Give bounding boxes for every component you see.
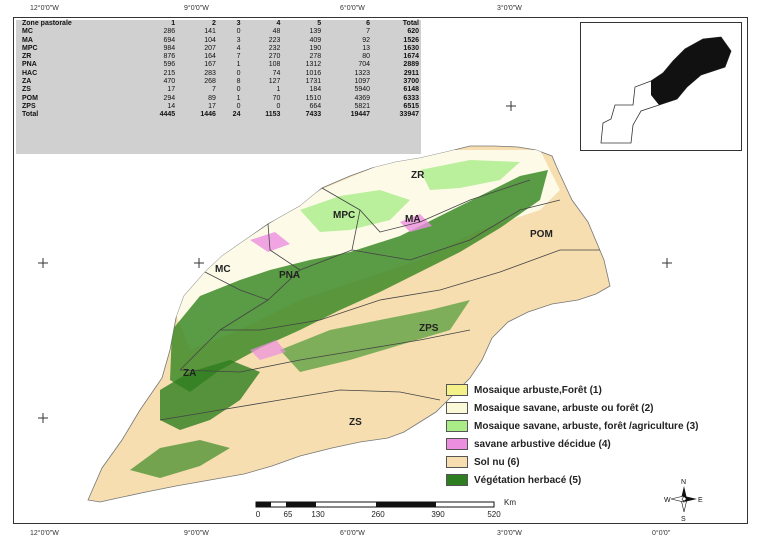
zone-name-cell: POM <box>22 94 38 102</box>
table-cell: 92 <box>362 36 371 44</box>
zone-name-cell: MC <box>22 28 33 36</box>
table-cell: 294 <box>163 94 176 102</box>
table-cell: 1526 <box>403 36 419 44</box>
bottom-coord-label: 3°0'0"W <box>497 530 522 537</box>
table-cell: 1630 <box>403 44 419 52</box>
inset-map <box>580 22 742 151</box>
east-label: E <box>698 497 703 504</box>
bottom-coord-label: 6°0'0"W <box>340 530 365 537</box>
table-cell: 215 <box>163 69 176 77</box>
table-cell: 127 <box>268 78 281 86</box>
table-cell: 7 <box>366 28 371 36</box>
table-cell: 0 <box>236 69 241 77</box>
table-cell: 17 <box>167 86 176 94</box>
legend-item <box>446 435 746 453</box>
west-label: W <box>664 497 671 504</box>
zone-label-mpc: MPC <box>333 210 356 221</box>
top-coord-label: 3°0'0"W <box>497 5 522 12</box>
table-cell: 6515 <box>403 102 419 110</box>
table-cell: 3 <box>236 36 241 44</box>
legend-label: Mosaique savane, arbuste, forêt /agriculture (3) <box>474 420 699 432</box>
zone-label-mc: MC <box>215 264 231 275</box>
table-header-cell: 5 <box>317 20 322 27</box>
table-header-cell: 2 <box>212 20 216 27</box>
zone-statistics-table <box>16 20 421 154</box>
scale-tick-label: 0 <box>255 510 261 519</box>
table-row <box>16 28 421 36</box>
zone-label-za: ZA <box>183 368 197 379</box>
zone-label-zs: ZS <box>349 417 362 428</box>
zone-name-cell: ZA <box>22 78 32 86</box>
zone-name-cell: HAC <box>22 69 38 77</box>
table-cell: 184 <box>309 86 322 94</box>
table-cell: 984 <box>163 44 176 52</box>
table-cell: 694 <box>163 36 176 44</box>
table-cell: 8 <box>236 78 241 86</box>
table-cell: 89 <box>208 94 216 102</box>
table-cell: 1323 <box>354 69 371 77</box>
table-row <box>16 78 421 86</box>
zone-name-cell: ZS <box>22 86 31 94</box>
zone-label-ma: MA <box>405 214 421 225</box>
scale-tick-label: 130 <box>311 510 325 519</box>
table-cell: 1016 <box>305 69 322 77</box>
table-cell: 80 <box>362 53 371 61</box>
table-cell: 4369 <box>354 94 371 102</box>
table-header-cell: Total <box>402 20 419 27</box>
table-cell: 33947 <box>399 111 419 119</box>
table-cell: 664 <box>309 102 322 110</box>
table-cell: 1 <box>236 94 241 102</box>
legend-swatch <box>446 420 468 432</box>
table-cell: 108 <box>268 61 281 69</box>
table-cell: 1446 <box>200 111 216 119</box>
zone-label-pna: PNA <box>279 270 301 281</box>
inset-morocco-highlight <box>651 37 731 105</box>
zone-label-zr: ZR <box>411 170 425 181</box>
zone-label-zps: ZPS <box>419 323 439 334</box>
table-cell: 70 <box>272 94 281 102</box>
table-cell: 17 <box>208 102 216 110</box>
table-row <box>16 53 421 61</box>
table-cell: 141 <box>204 28 216 36</box>
table-cell: 7 <box>236 53 241 61</box>
table-cell: 1731 <box>305 78 322 86</box>
table-cell: 24 <box>232 111 241 119</box>
scale-tick-label: 260 <box>371 510 385 519</box>
north-arrow <box>666 476 702 522</box>
legend-swatch <box>446 438 468 450</box>
table-cell: 1 <box>276 86 281 94</box>
top-coord-label: 9°0'0"W <box>184 5 209 12</box>
table-cell: 1510 <box>305 94 322 102</box>
table-cell: 167 <box>204 61 216 69</box>
table-cell: 223 <box>268 36 281 44</box>
table-row <box>16 70 421 78</box>
zone-name-cell: MPC <box>22 44 38 52</box>
table-cell: 1312 <box>305 61 322 69</box>
table-cell: 4 <box>236 44 241 52</box>
table-cell: 286 <box>163 28 176 36</box>
table-cell: 268 <box>204 78 216 86</box>
top-coord-label: 12°0'0"W <box>30 5 59 12</box>
table-row <box>16 37 421 45</box>
legend-label: Mosaique savane, arbuste ou forêt (2) <box>474 402 654 414</box>
table-row <box>16 45 421 53</box>
table-cell: 139 <box>309 28 322 36</box>
legend-label: Végétation herbacé (5) <box>474 474 582 486</box>
table-cell: 470 <box>163 78 176 86</box>
table-cell: 0 <box>236 102 241 110</box>
table-cell: 0 <box>276 102 281 110</box>
zone-name-cell: PNA <box>22 61 37 69</box>
zone-name-cell: ZR <box>22 53 32 61</box>
south-label: S <box>681 516 686 523</box>
table-cell: 596 <box>163 61 176 69</box>
table-cell: 6333 <box>403 94 419 102</box>
zone-name-cell: MA <box>22 36 33 44</box>
table-cell: 2911 <box>403 69 419 77</box>
table-header-cell: 6 <box>366 20 371 27</box>
scale-tick-label: 65 <box>283 510 293 519</box>
scale-bar-graphic <box>256 500 496 510</box>
north-label: N <box>681 479 687 486</box>
table-cell: 164 <box>204 53 216 61</box>
table-header-cell: 3 <box>236 20 241 27</box>
legend-item <box>446 381 746 399</box>
legend-item <box>446 453 746 471</box>
legend-swatch <box>446 384 468 396</box>
table-cell: 620 <box>407 28 419 36</box>
table-cell: 0 <box>236 28 241 36</box>
table-cell: 19447 <box>350 111 371 119</box>
table-row <box>16 103 421 111</box>
bottom-coord-label: 0°0'0" <box>652 530 671 537</box>
legend-item <box>446 399 746 417</box>
map-legend <box>446 381 746 489</box>
table-cell: 876 <box>163 53 176 61</box>
table-cell: 13 <box>362 44 371 52</box>
legend-item <box>446 417 746 435</box>
legend-label: savane arbustive décidue (4) <box>474 438 611 450</box>
table-cell: 5821 <box>354 102 371 110</box>
table-cell: 104 <box>204 36 216 44</box>
table-header-cell: Zone pastorale <box>22 20 72 27</box>
table-cell: 0 <box>236 86 241 94</box>
table-cell: 7433 <box>305 111 322 119</box>
scale-tick-label: 520 <box>487 510 501 519</box>
legend-label: Mosaique arbuste,Forêt (1) <box>474 384 602 396</box>
table-cell: 278 <box>309 53 322 61</box>
table-cell: 283 <box>204 69 216 77</box>
table-cell: 74 <box>272 69 281 77</box>
inset-map-graphic <box>581 23 741 150</box>
bottom-coord-label: 9°0'0"W <box>184 530 209 537</box>
table-cell: 207 <box>204 44 216 52</box>
table-cell: 190 <box>309 44 322 52</box>
bottom-coord-label: 12°0'0"W <box>30 530 59 537</box>
table-cell: 1674 <box>403 53 419 61</box>
table-row <box>16 61 421 69</box>
legend-swatch <box>446 402 468 414</box>
zone-name-cell: Total <box>22 111 39 119</box>
table-header-cell: 4 <box>276 20 281 27</box>
top-coord-label: 6°0'0"W <box>340 5 365 12</box>
table-cell: 232 <box>268 44 281 52</box>
table-cell: 48 <box>272 28 281 36</box>
table-header-row <box>16 20 421 28</box>
scale-tick-label: 390 <box>431 510 445 519</box>
table-body <box>16 28 421 119</box>
compass-rose-icon <box>666 476 702 522</box>
legend-swatch <box>446 456 468 468</box>
zone-name-cell: ZPS <box>22 102 36 110</box>
table-cell: 2889 <box>403 61 419 69</box>
zone-label-pom: POM <box>530 229 553 240</box>
table-cell: 704 <box>358 61 371 69</box>
table-cell: 409 <box>309 36 322 44</box>
legend-swatch <box>446 474 468 486</box>
table-cell: 4445 <box>159 111 176 119</box>
table-total-row <box>16 111 421 119</box>
legend-label: Sol nu (6) <box>474 456 520 468</box>
table-header-cell: 1 <box>171 20 176 27</box>
table-row <box>16 95 421 103</box>
scale-unit-label: Km <box>504 498 516 507</box>
table-cell: 1153 <box>265 111 281 119</box>
table-cell: 7 <box>212 86 216 94</box>
table-cell: 5940 <box>354 86 371 94</box>
table-cell: 3700 <box>403 78 419 86</box>
table-cell: 270 <box>268 53 281 61</box>
table-cell: 6148 <box>403 86 419 94</box>
table-cell: 14 <box>167 102 176 110</box>
table-row <box>16 86 421 94</box>
table-cell: 1 <box>236 61 241 69</box>
table-cell: 1097 <box>354 78 371 86</box>
